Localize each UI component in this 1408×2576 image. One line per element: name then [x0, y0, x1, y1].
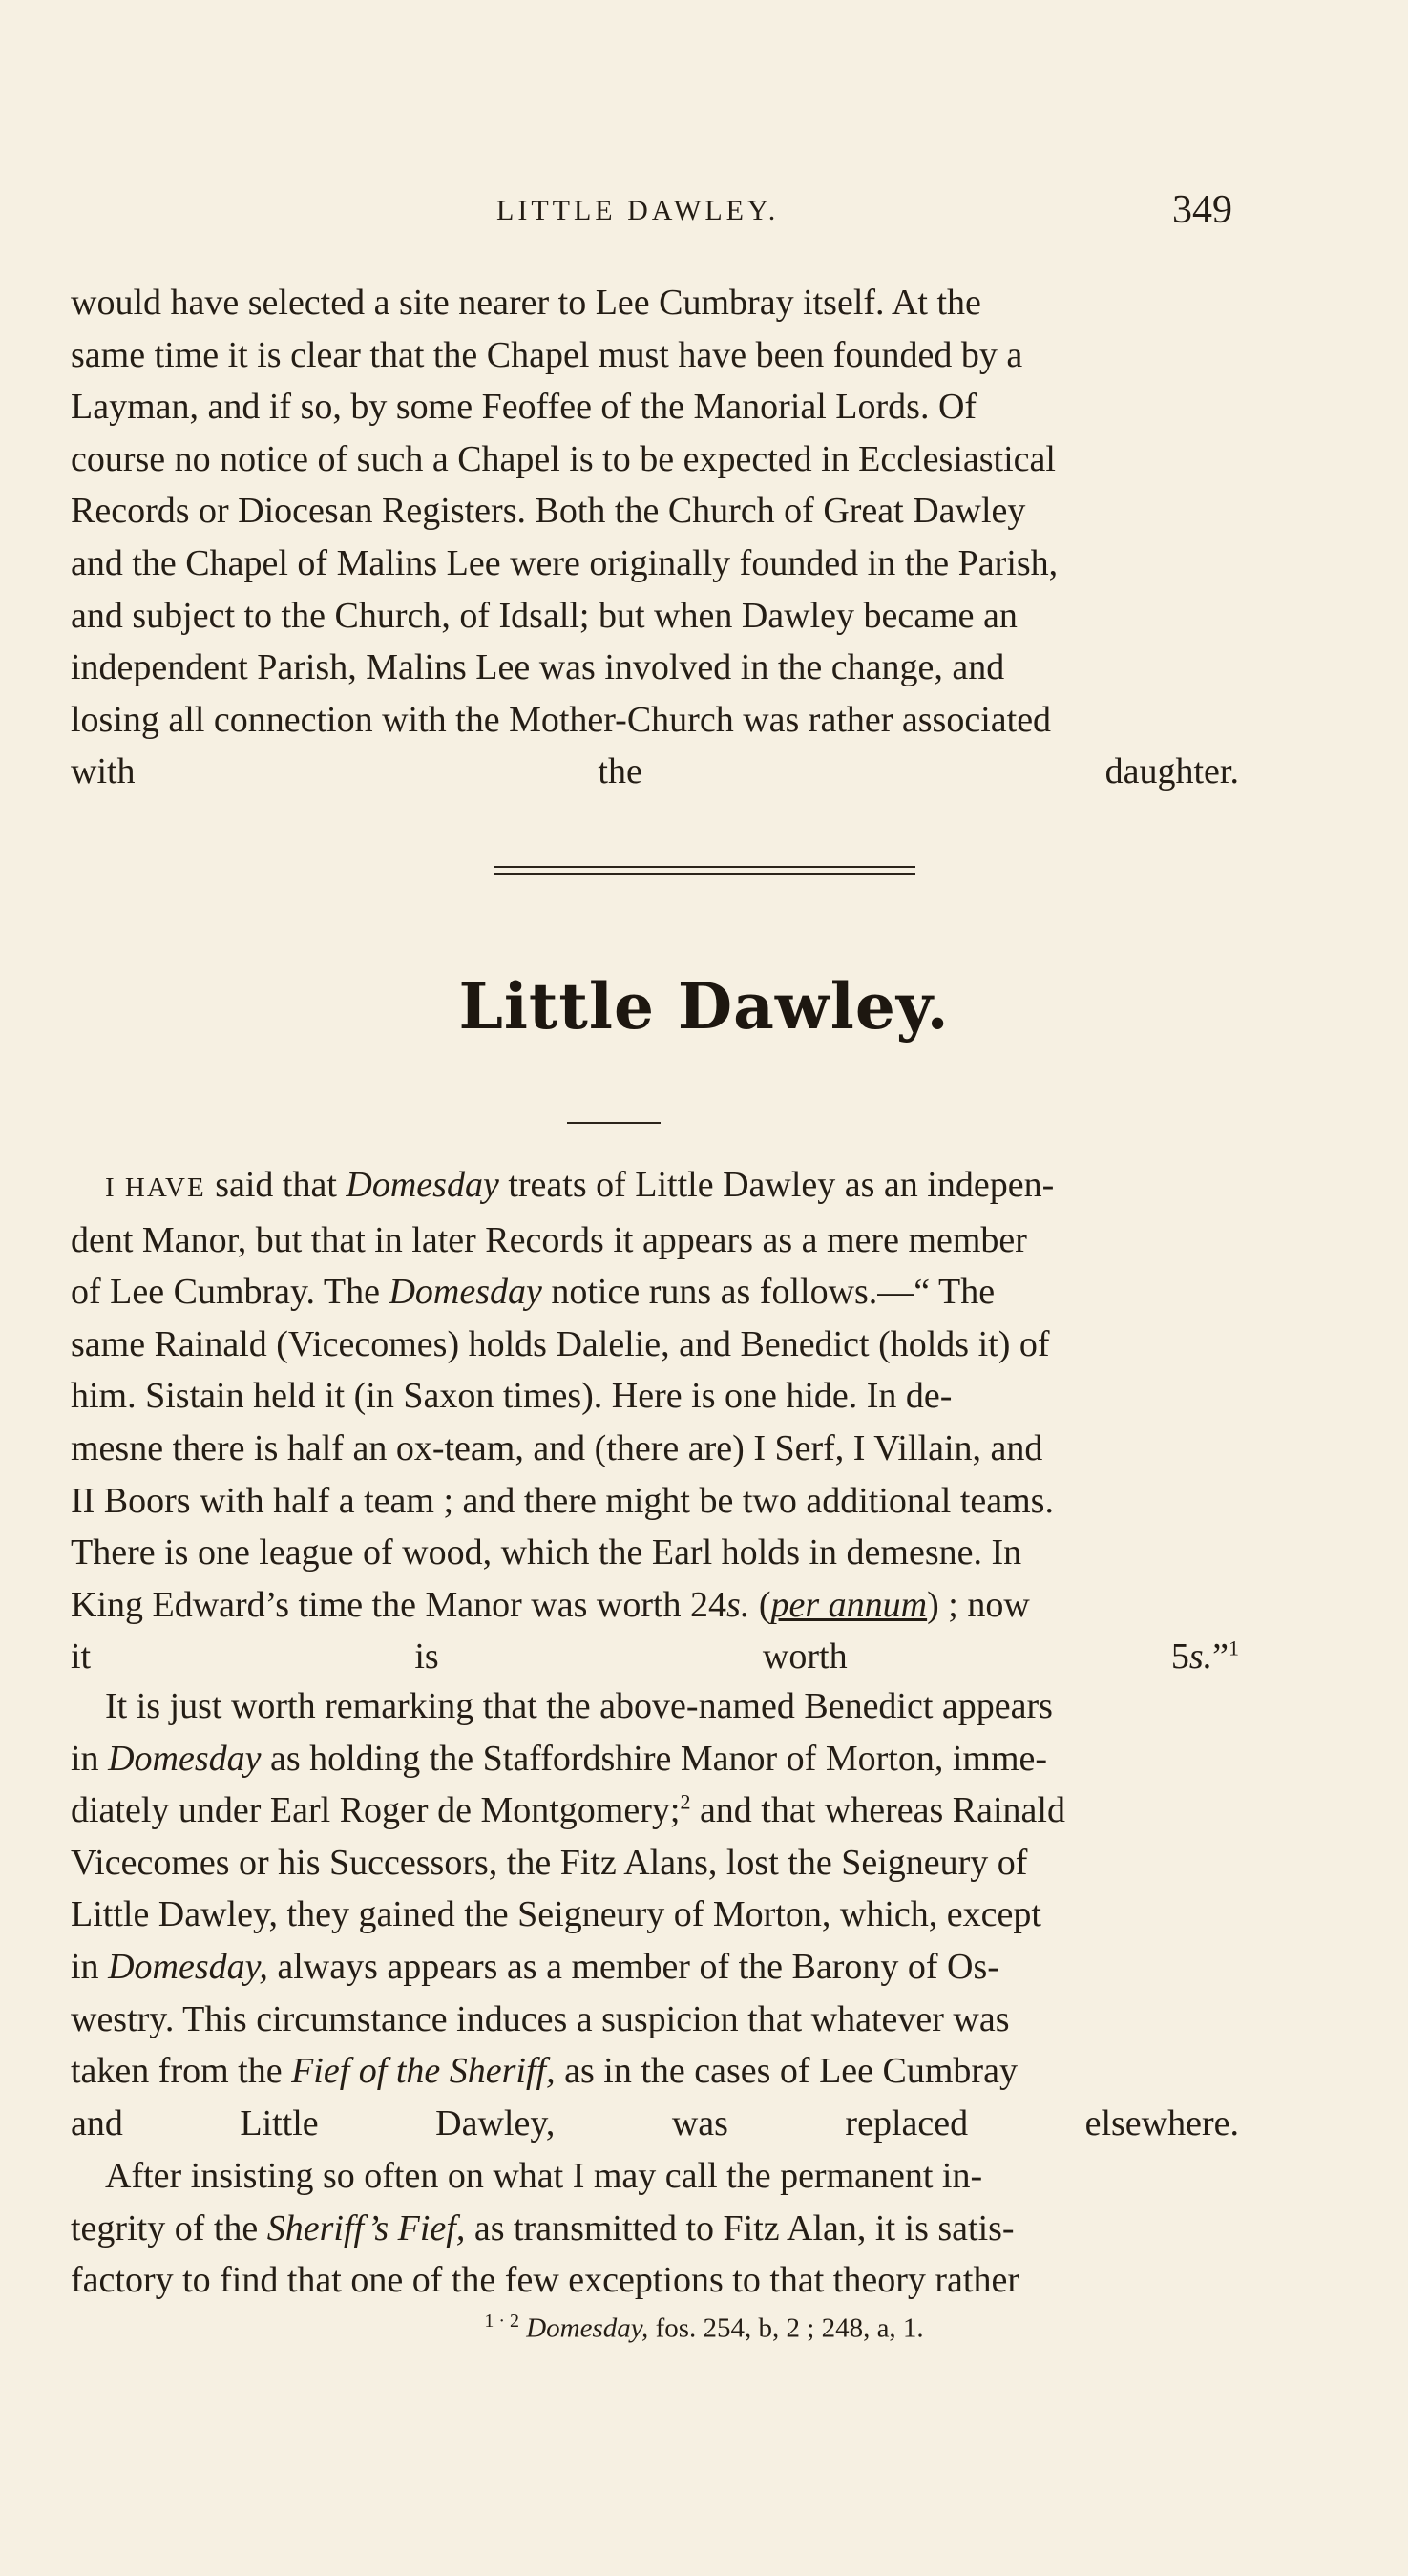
- text-line: Vicecomes or his Successors, the Fitz Alans, lost the Seigneury of: [71, 1842, 1028, 1883]
- text-line: King Edward’s time the Manor was worth 24s. (per annum) ; now: [71, 1584, 1030, 1625]
- rule-line: [494, 866, 915, 868]
- footnote-refs: fos. 254, b, 2 ; 248, a, 1.: [648, 2312, 924, 2344]
- continued-paragraph: [71, 277, 1239, 798]
- footnote-source: Domesday,: [526, 2312, 649, 2344]
- text-line: same Rainald (Vicecomes) holds Dalelie, and Benedict (holds it) of: [71, 1323, 1050, 1364]
- text-line: course no notice of such a Chapel is to be expected in Ecclesiastical: [71, 438, 1056, 479]
- paragraph-sheriffs-fief: [71, 2150, 1239, 2307]
- rule-line: [494, 873, 915, 875]
- page-number: 349: [1172, 188, 1232, 232]
- text-line: it is worth 5s.”$^1$: [71, 1636, 1239, 1678]
- paragraph-domesday-notice: [71, 1159, 1239, 1683]
- running-head: [0, 187, 1408, 235]
- text-line: II Boors with half a team ; and there might be two additional teams.: [71, 1480, 1054, 1521]
- text-line: Layman, and if so, by some Feoffee of the Manorial Lords. Of: [71, 387, 977, 428]
- text-line: It is just worth remarking that the above-named Benedict appears: [105, 1686, 1053, 1726]
- text-line: in Domesday, always appears as a member of the Barony of Os-: [71, 1946, 999, 1987]
- text-line: I HAVE said that Domesday treats of Little Dawley as an indepen-: [105, 1165, 1055, 1205]
- text-line: and subject to the Church, of Idsall; but when Dawley became an: [71, 595, 1018, 636]
- text-line: mesne there is half an ox-team, and (there are) I Serf, I Villain, and: [71, 1427, 1043, 1468]
- text-line: taken from the Fief of the Sheriff, as in the cases of Lee Cumbray: [71, 2051, 1018, 2092]
- text-line: dent Manor, but that in later Records it appears as a mere member: [71, 1219, 1027, 1260]
- text-line: with the daughter.: [71, 751, 1239, 792]
- text-line: factory to find that one of the few exceptions to that theory rather: [71, 2260, 1019, 2301]
- footnote: [0, 2311, 1408, 2345]
- text-line: same time it is clear that the Chapel must have been founded by a: [71, 334, 1023, 375]
- text-line: and Little Dawley, was replaced elsewhere.: [71, 2102, 1239, 2143]
- short-rule-divider: [567, 1122, 661, 1124]
- paragraph-benedict: [71, 1680, 1239, 2149]
- text-line: There is one league of wood, which the Earl holds in demesne. In: [71, 1532, 1022, 1573]
- section-title: Little Dawley.: [458, 969, 950, 1044]
- footnote-ref: 2: [680, 1789, 691, 1814]
- text-line: After insisting so often on what I may call the permanent in-: [105, 2156, 983, 2196]
- text-line: diately under Earl Roger de Montgomery;$^2$ and that whereas Rainald: [71, 1789, 1065, 1831]
- text-line: independent Parish, Malins Lee was involved in the change, and: [71, 647, 1005, 688]
- footnote-marks: 1 · 2: [484, 2311, 519, 2332]
- text-line: Records or Diocesan Registers. Both the Church of Great Dawley: [71, 491, 1026, 532]
- running-title: LITTLE DAWLEY.: [496, 195, 780, 226]
- text-line: tegrity of the Sheriff’s Fief, as transmitted to Fitz Alan, it is satis-: [71, 2207, 1015, 2249]
- text-line: would have selected a site nearer to Lee Cumbray itself. At the: [71, 283, 981, 323]
- text-line: Little Dawley, they gained the Seigneury of Morton, which, except: [71, 1894, 1041, 1935]
- footnote-ref: 1: [1229, 1636, 1239, 1660]
- text-line: losing all connection with the Mother-Church was rather associated: [71, 699, 1052, 740]
- text-line: in Domesday as holding the Staffordshire Manor of Morton, imme-: [71, 1738, 1048, 1779]
- double-rule-divider: [494, 866, 915, 879]
- text-line: westry. This circumstance induces a suspicion that whatever was: [71, 1998, 1010, 2039]
- text-line: of Lee Cumbray. The Domesday notice runs as follows.—“ The: [71, 1272, 996, 1313]
- text-line: and the Chapel of Malins Lee were originally founded in the Parish,: [71, 542, 1059, 583]
- text-line: him. Sistain held it (in Saxon times). Here is one hide. In de-: [71, 1376, 953, 1417]
